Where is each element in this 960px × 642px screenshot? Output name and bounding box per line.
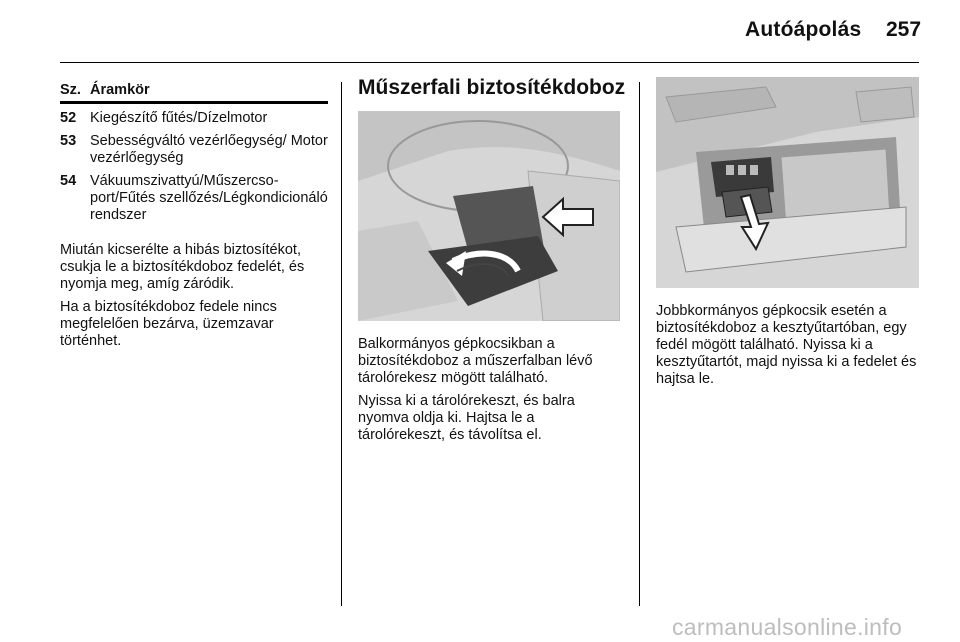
fuse-number: 54 (60, 173, 77, 189)
column-divider (639, 82, 640, 606)
watermark: carmanualsonline.info (672, 614, 903, 640)
page-title: Autóápolás (745, 18, 862, 41)
table-rule (60, 101, 328, 104)
body-paragraph: Jobbkormányos gépkocsik esetén a biztosítékdoboz a kesztyűtartóban, egy fedél mögött található. Nyissa ki a kesztyűtartót, majd nyissa ki a fedelet és hajtsa le. (656, 303, 917, 387)
fuse-table-header (60, 82, 328, 101)
fuse-number: 52 (60, 110, 77, 126)
section-title: Műszerfali biztosítékdoboz (358, 76, 626, 99)
header-divider (60, 62, 919, 63)
page-number: 257 (886, 18, 922, 41)
lhd-storage-compartment-drawing (358, 111, 620, 321)
fuse-circuit: Vákuumszivattyú/Műszercsoport/Fűtés szellőzés/Légkondicionáló rendszer (90, 173, 328, 223)
header-circuit: Áramkör (90, 82, 150, 98)
dashboard-fuse-box-illustration (358, 111, 620, 321)
lhd-instructions (358, 336, 620, 450)
fuse-circuit: Sebességváltó vezérlőegység/ Motor vezérlőegység (90, 133, 328, 166)
body-paragraph: Nyissa ki a tárolórekeszt, és balra nyomva oldja ki. Hajtsa le a tárolórekeszt, és távolítsa el. (358, 393, 575, 443)
glovebox-fuse-box-illustration (656, 77, 919, 288)
fuse-number: 53 (60, 133, 77, 149)
body-paragraph: Balkormányos gépkocsikban a biztosítékdoboz a műszerfalban lévő tárolórekesz mögött található. (358, 336, 593, 386)
body-paragraph: Ha a biztosítékdoboz fedele nincs megfelelően bezárva, üzemzavar történhet. (60, 299, 277, 349)
table-row (60, 133, 328, 167)
rhd-instructions (656, 303, 922, 394)
column-divider (341, 82, 342, 606)
body-paragraph: Miután kicserélte a hibás biztosítékot, csukja le a biztosítékdoboz fedelét, és nyomja meg, amíg záródik. (60, 242, 305, 292)
header-number: Sz. (60, 82, 81, 98)
table-row (60, 173, 328, 224)
table-row (60, 110, 328, 127)
fuse-table-column (60, 82, 328, 356)
rhd-glovebox-drawing (656, 77, 919, 288)
fuse-circuit: Kiegészítő fűtés/Dízelmotor (90, 110, 268, 126)
